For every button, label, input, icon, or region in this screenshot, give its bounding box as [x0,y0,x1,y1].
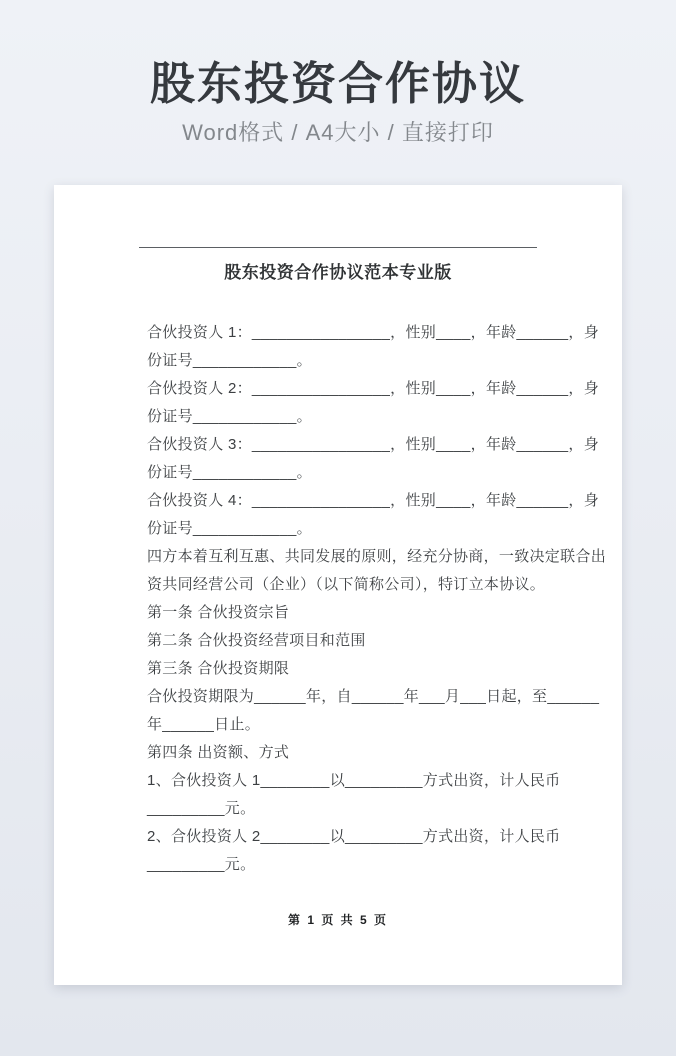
header [0,0,676,146]
document-line: 第四条 出资额、方式 [147,744,290,761]
document-line: _________元。 [147,800,256,817]
document-line: 合伙投资人 1：________________，性别____，年龄______，身 [147,324,600,341]
document-line: _________元。 [147,856,256,873]
document-line: 年______日止。 [147,716,261,733]
document-line: 2、合伙投资人 2________以_________方式出资，计人民币 [147,828,561,845]
document-line: 合伙投资人 3：________________，性别____，年龄______，身 [147,436,600,453]
document-line: 份证号____________。 [147,464,312,481]
document-line: 合伙投资期限为______年，自______年___月___日起，至______ [147,688,600,705]
document-line: 1、合伙投资人 1________以_________方式出资，计人民币 [147,772,561,789]
document-line: 第一条 合伙投资宗旨 [147,604,290,621]
document-title: 股东投资合作协议范本专业版 [224,263,452,282]
document-body [54,319,622,879]
document-line: 合伙投资人 2：________________，性别____，年龄______，身 [147,380,600,397]
document-line: 四方本着互利互惠、共同发展的原则，经充分协商，一致决定联合出 [147,548,607,565]
document-line: 第二条 合伙投资经营项目和范围 [147,632,366,649]
document-line: 份证号____________。 [147,352,312,369]
page-number-footer: 第 1 页 共 5 页 [287,913,389,927]
document-line: 资共同经营公司（企业）（以下简称公司），特订立本协议。 [147,576,546,593]
page-subtitle: Word格式 / A4大小 / 直接打印 [182,120,494,145]
document-line: 份证号____________。 [147,520,312,537]
page-title: 股东投资合作协议 [149,58,526,109]
document-page [54,185,622,985]
document-line: 份证号____________。 [147,408,312,425]
document-line: 合伙投资人 4：________________，性别____，年龄______，身 [147,492,600,509]
title-divider [139,247,537,248]
document-line: 第三条 合伙投资期限 [147,660,290,677]
